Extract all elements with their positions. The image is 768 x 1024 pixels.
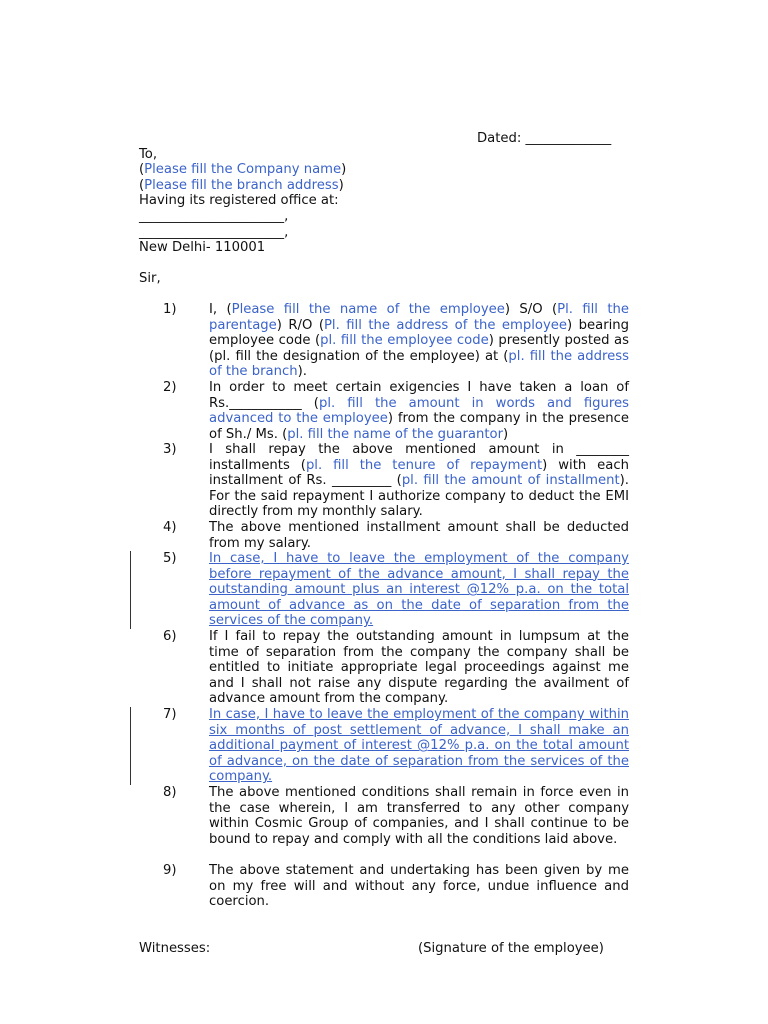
item-number: 7) (163, 707, 177, 722)
item-number: 1) (163, 302, 177, 317)
item-text: I shall repay the above mentioned amount in ________ installments (pl. fill the tenure of repayment) with each installment of Rs. _________ (pl. fill the amount of installment). For the said repayment I authorize company to deduct the EMI directly from my monthly salary. (209, 442, 629, 520)
item-text: In case, I have to leave the employment of the company within six months of post settlement of advance, I shall make an additional payment of interest @12% p.a. on the total amount of advance, on the date of separation from the services of the company. (209, 707, 629, 785)
item-number: 9) (163, 863, 177, 878)
branch-line: (Please fill the branch address) (139, 178, 344, 193)
address-line-1: ______________________, (139, 209, 289, 224)
to-line: To, (139, 147, 158, 162)
registered-office-line: Having its registered office at: (139, 193, 339, 208)
item-text: If I fail to repay the outstanding amount in lumpsum at the time of separation from the company the company shall be entitled to initiate appropriate legal proceedings against me and I shall not raise any dispute regarding the availment of advance amount from the company. (209, 629, 629, 707)
item-text: I, (Please fill the name of the employee) S/O (Pl. fill the parentage) R/O (Pl. fill the address of the employee) bearing employee code (pl. fill the employee code) presently posted as (pl. fill the designation of the employee) at (pl. fill the address of the branch). (209, 302, 630, 380)
change-bar (130, 707, 131, 785)
item-number: 5) (163, 551, 177, 566)
salutation: Sir, (139, 271, 161, 286)
item-number: 6) (163, 629, 177, 644)
item-text: The above mentioned installment amount shall be deducted from my salary. (209, 520, 629, 551)
change-bar (130, 551, 131, 629)
city-line: New Delhi- 110001 (139, 240, 266, 255)
company-line: (Please fill the Company name) (139, 162, 347, 177)
dated-line: Dated: _____________ (477, 131, 612, 146)
branch-placeholder: Please fill the branch address (144, 178, 339, 193)
company-placeholder: Please fill the Company name (144, 162, 342, 177)
item-number: 3) (163, 442, 177, 457)
item-text: The above statement and undertaking has been given by me on my free will and without any force, undue influence and coercion. (209, 863, 629, 910)
address-line-2: ______________________, (139, 225, 289, 240)
item-text: In case, I have to leave the employment of the company before repayment of the advance amount, I shall repay the outstanding amount plus an interest @12% p.a. on the total amount of advance as on the date of separation from the services of the company. (209, 551, 629, 629)
item-number: 2) (163, 380, 177, 395)
witnesses-label: Witnesses: (139, 941, 211, 956)
item-text: The above mentioned conditions shall remain in force even in the case wherein, I am transferred to any other company within Cosmic Group of companies, and I shall continue to be bound to repay and comply with all the conditions laid above. (209, 785, 629, 847)
item-number: 8) (163, 785, 177, 800)
signature-label: (Signature of the employee) (418, 941, 604, 956)
item-text: In order to meet certain exigencies I have taken a loan of Rs.___________ (pl. fill the amount in words and figures advanced to the employee) from the company in the presence of Sh./ Ms. (pl. fill the name of the guarantor) (209, 380, 630, 442)
item-number: 4) (163, 520, 177, 535)
